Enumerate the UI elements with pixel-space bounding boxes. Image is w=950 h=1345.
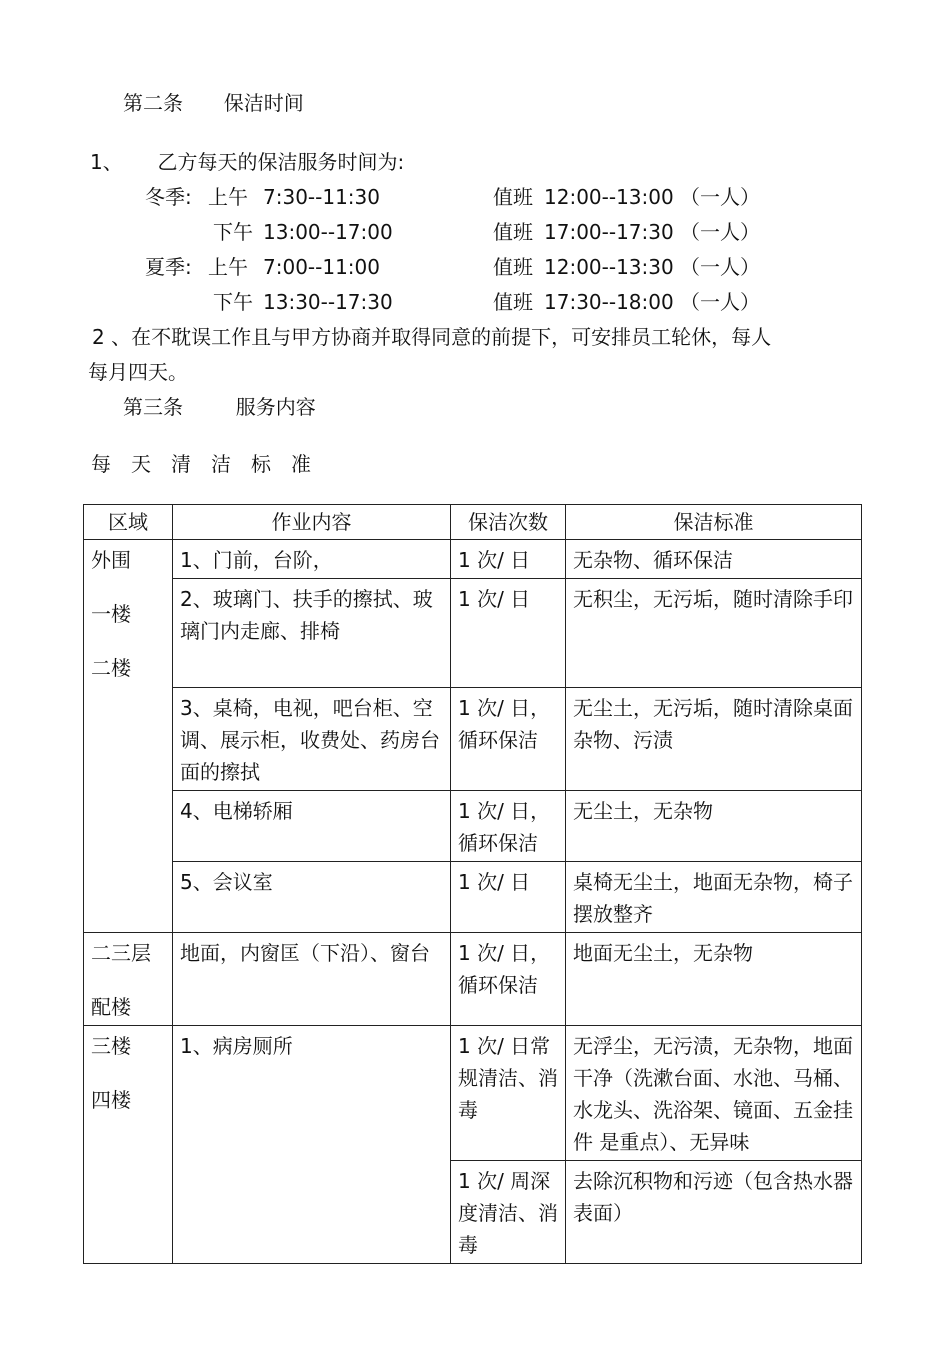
winter-season-label: 冬季: <box>145 185 192 209</box>
standard-cell: 桌椅无尘土，地面无杂物，椅子摆放整齐 <box>566 862 862 933</box>
article-3-number: 第三条 <box>123 395 183 419</box>
summer-pm-label: 下午 <box>213 290 253 314</box>
frequency-cell: 1 次/ 日 <box>451 862 566 933</box>
article-2-title: 保洁时间 <box>223 91 304 115</box>
item-2-line-2: 每月四天。 <box>88 360 188 384</box>
area-cell-group-b <box>84 933 173 1026</box>
task-cell: 4、电梯轿厢 <box>173 791 451 862</box>
area-label: 二三层 <box>91 941 151 965</box>
winter-am-label: 上午 <box>208 185 248 209</box>
table-row <box>84 579 862 688</box>
task-cell: 3、桌椅，电视，吧台柜、空调、展示柜，收费处、药房台面的擦拭 <box>173 688 451 791</box>
area-label: 三楼 <box>91 1034 131 1058</box>
area-label: 外围 <box>91 548 131 572</box>
item-1 <box>90 150 404 174</box>
summer-pm-duty-time: 17:30--18:00 <box>544 290 674 314</box>
standard-cell: 无尘土，无污垢，随时清除桌面杂物、污渍 <box>566 688 862 791</box>
winter-am-duty-people: （一人） <box>680 185 760 209</box>
frequency-cell: 1 次/ 日，循环保洁 <box>451 791 566 862</box>
winter-am-duty-label: 值班 <box>493 185 533 209</box>
task-cell: 5、会议室 <box>173 862 451 933</box>
area-label: 一楼 <box>91 602 131 626</box>
frequency-cell: 1 次/ 日，循环保洁 <box>451 933 566 1026</box>
frequency-cell: 1 次/ 日 <box>451 579 566 688</box>
winter-am-duty-time: 12:00--13:00 <box>544 185 674 209</box>
item-2-line-1: 2 、在不耽误工作且与甲方协商并取得同意的前提下，可安排员工轮休，每人 <box>92 325 772 349</box>
table-row <box>84 862 862 933</box>
summer-pm-duty-people: （一人） <box>680 290 760 314</box>
header-standard: 保洁标准 <box>566 505 862 540</box>
task-cell: 地面，内窗匡（下沿）、窗台 <box>173 933 451 1026</box>
task-cell: 1、门前，台阶， <box>173 540 451 579</box>
frequency-cell: 1 次/ 日 <box>451 540 566 579</box>
winter-pm-duty-people: （一人） <box>680 220 760 244</box>
frequency-cell: 1 次/ 周深度清洁、消毒 <box>451 1161 566 1264</box>
winter-pm-time: 13:00--17:00 <box>263 220 393 244</box>
summer-am-duty-time: 12:00--13:30 <box>544 255 674 279</box>
winter-pm-label: 下午 <box>213 220 253 244</box>
task-cell: 2、玻璃门、扶手的擦拭、玻璃门内走廊、排椅 <box>173 579 451 688</box>
standard-cell: 去除沉积物和污迹（包含热水器表面） <box>566 1161 862 1264</box>
task-cell: 1、病房厕所 <box>173 1026 451 1264</box>
summer-am-duty-label: 值班 <box>493 255 533 279</box>
winter-pm-duty-label: 值班 <box>493 220 533 244</box>
frequency-cell: 1 次/ 日，循环保洁 <box>451 688 566 791</box>
summer-am-label: 上午 <box>208 255 248 279</box>
summer-season-label: 夏季: <box>145 255 192 279</box>
standard-cell: 无浮尘，无污渍，无杂物，地面干净（洗漱台面、水池、马桶、水龙头、洗浴架、镜面、五金挂件 是重点）、无异味 <box>566 1026 862 1161</box>
header-area: 区域 <box>84 505 173 540</box>
frequency-cell: 1 次/ 日常规清洁、消毒 <box>451 1026 566 1161</box>
table-row <box>84 933 862 1026</box>
standard-cell: 地面无尘土，无杂物 <box>566 933 862 1026</box>
item-1-number: 1、 <box>90 150 123 174</box>
table-row <box>84 688 862 791</box>
standard-cell: 无杂物、循环保洁 <box>566 540 862 579</box>
area-cell-group-a <box>84 540 173 933</box>
summer-pm-duty-label: 值班 <box>493 290 533 314</box>
winter-am-time: 7:30--11:30 <box>263 185 380 209</box>
table-title: 每 天 清 洁 标 准 <box>91 452 311 476</box>
table-header-row <box>84 505 862 540</box>
standard-cell: 无积尘，无污垢，随时清除手印 <box>566 579 862 688</box>
article-3-heading <box>123 395 316 419</box>
header-frequency: 保洁次数 <box>451 505 566 540</box>
article-3-title: 服务内容 <box>235 395 316 419</box>
summer-am-time: 7:00--11:00 <box>263 255 380 279</box>
standard-cell: 无尘土，无杂物 <box>566 791 862 862</box>
area-label: 配楼 <box>91 995 131 1019</box>
table-row <box>84 540 862 579</box>
area-label: 四楼 <box>91 1088 131 1112</box>
cleaning-standards-table <box>83 504 862 1264</box>
table-row <box>84 791 862 862</box>
summer-pm-time: 13:30--17:30 <box>263 290 393 314</box>
summer-am-duty-people: （一人） <box>680 255 760 279</box>
item-1-text: 乙方每天的保洁服务时间为: <box>157 150 405 174</box>
area-label: 二楼 <box>91 656 131 680</box>
article-2-number: 第二条 <box>123 91 183 115</box>
article-2-heading <box>123 91 304 115</box>
table-row <box>84 1026 862 1161</box>
header-task: 作业内容 <box>173 505 451 540</box>
winter-pm-duty-time: 17:00--17:30 <box>544 220 674 244</box>
area-cell-group-c <box>84 1026 173 1264</box>
